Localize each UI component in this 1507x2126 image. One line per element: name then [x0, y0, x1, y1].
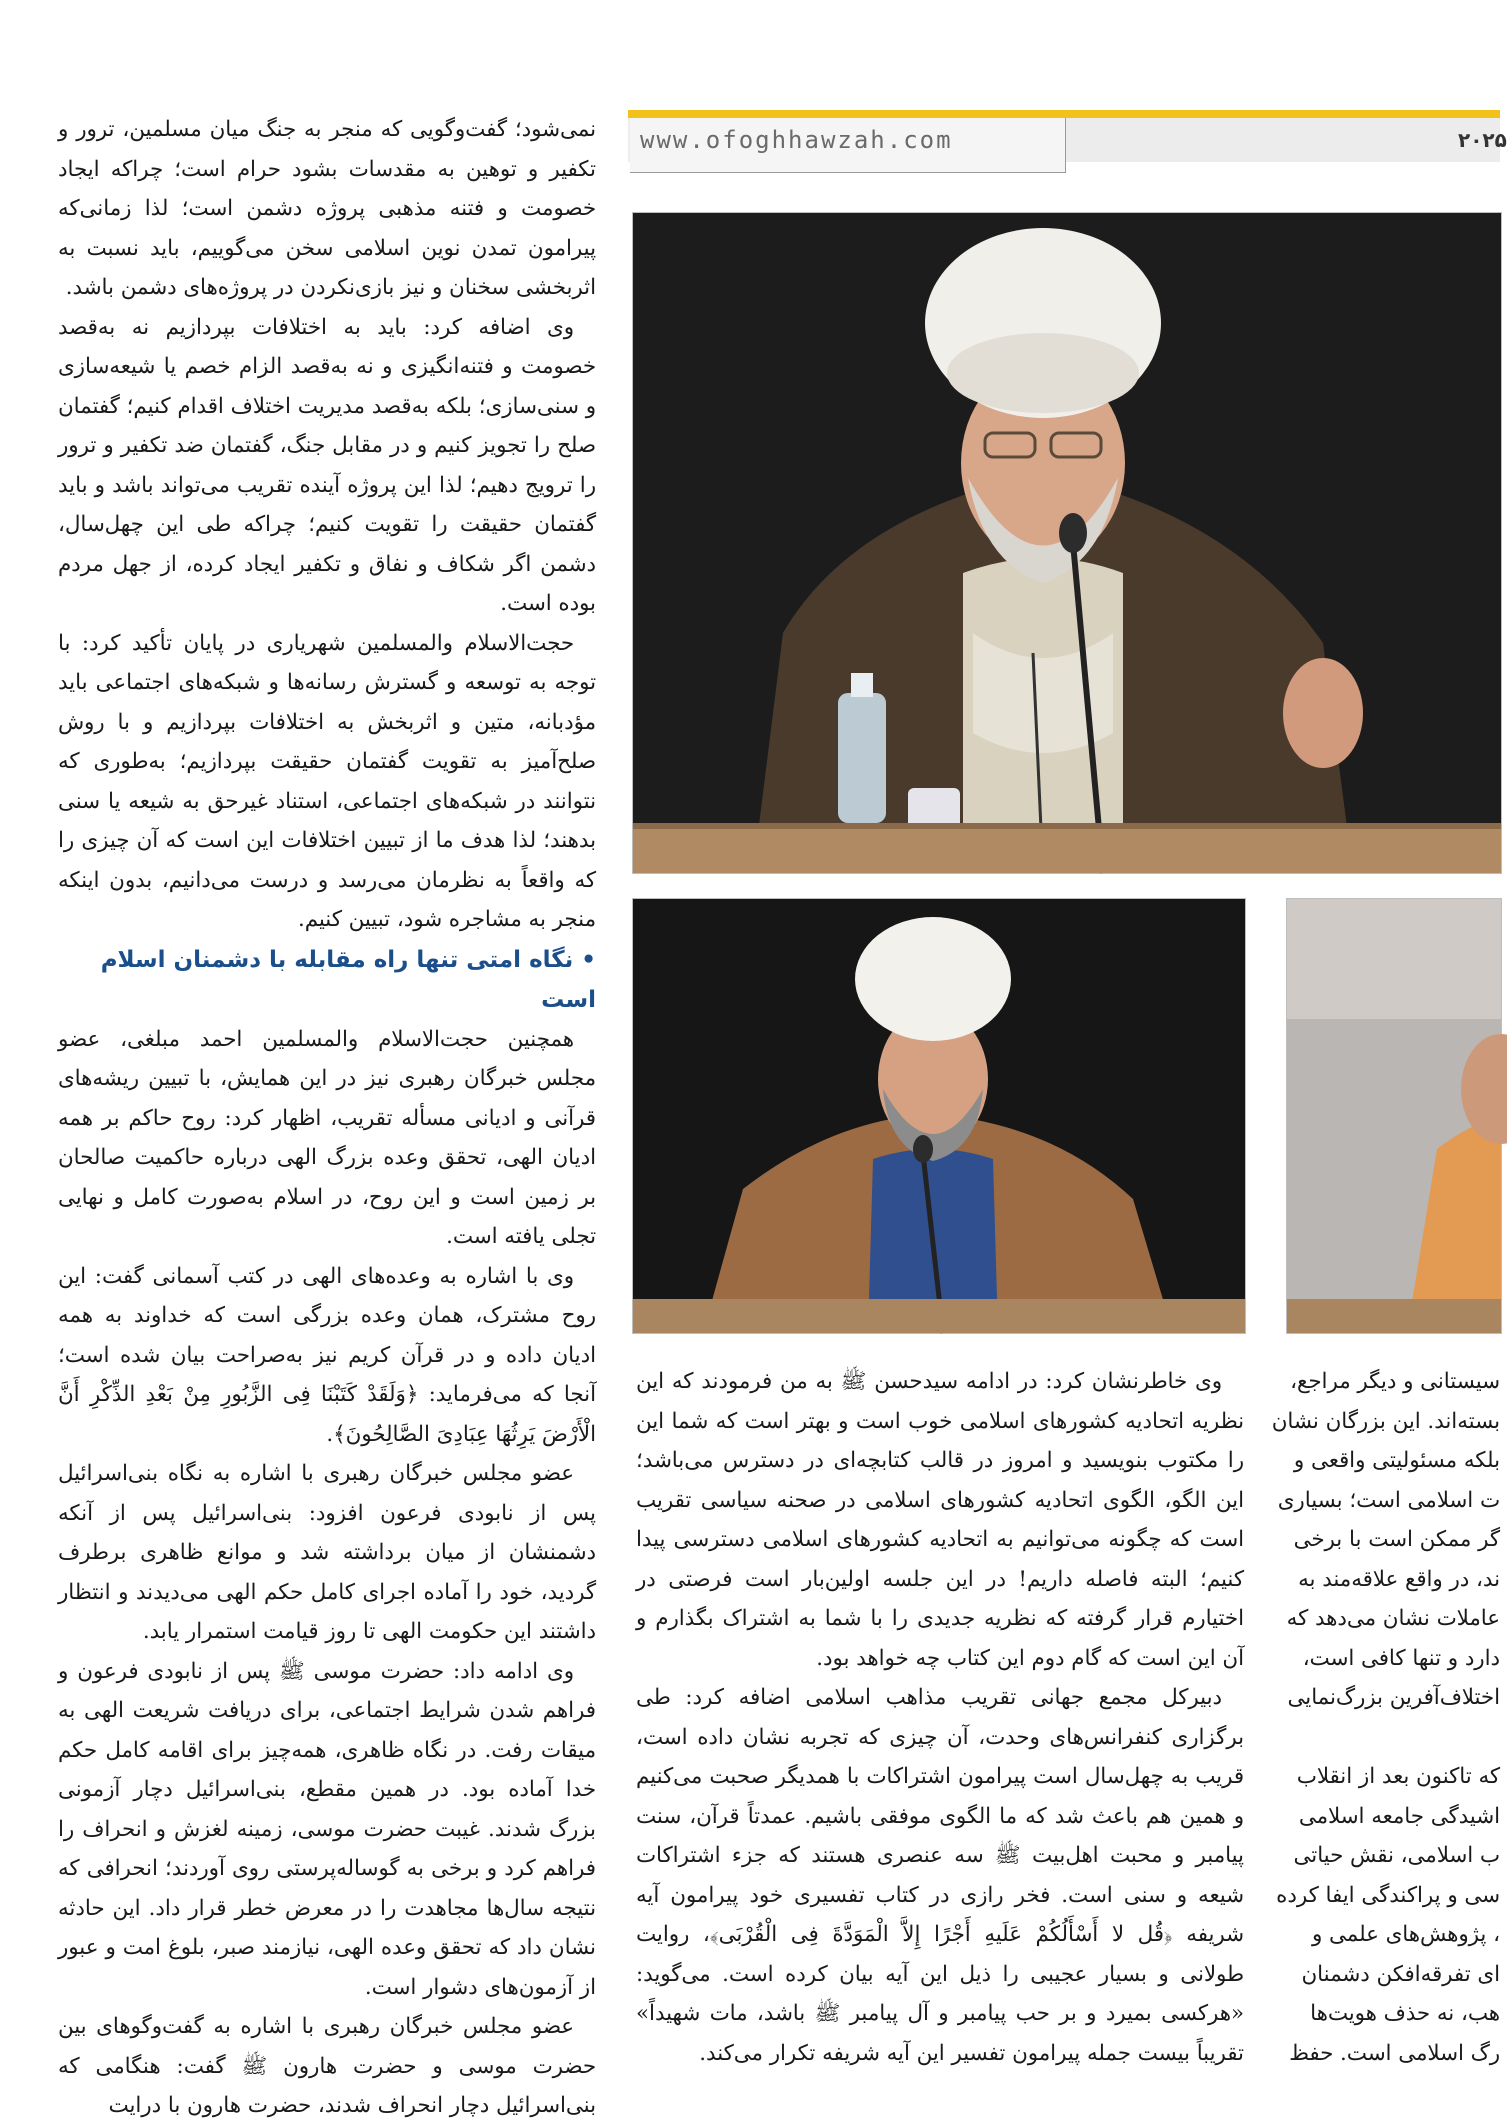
- paragraph: وی اضافه کرد: باید به اختلافات بپردازیم نه به‌قصد خصومت و فتنه‌انگیزی و نه به‌قصد الزام خصم یا شیعه‌سازی و سنی‌سازی؛ بلکه به‌قصد مدیریت اختلاف اقدام کنیم؛ گفتمان صلح را تجویز کنیم و در مقابل جنگ، گفتمان ضد تکفیر و ترور را ترویج دهیم؛ لذا این پروژه آینده تقریب می‌تواند باشد و باید گفتمان حقیقت را تقویت کنیم؛ چراکه طی این چهل‌سال، دشمن اگر شکاف و نفاق و تکفیر ایجاد کرده، از جهل مردم بوده است.: [58, 314, 596, 616]
- paragraph: وی خاطرنشان کرد: در ادامه سیدحسن ﷺ به من فرمودند که این نظریه اتحادیه کشورهای اسلامی خوب است و بهتر است که شما این را مکتوب بنویسید و امروز در قالب کتابچه‌ای در دسترس می‌باشد؛ این الگو، الگوی اتحادیه کشورهای اسلامی در صحنه سیاسی تقریب است که چگونه می‌توانیم به اتحادیه کشورهای اسلامی دسترسی پیدا کنیم؛ البته فاصله داریم! در این جلسه اولین‌بار است فرصتی در اختیارم قرار گرفته که نظریه جدیدی را با شما به اشتراک بگذارم و آن این است که گام دوم این کتاب چه خواهد بود.: [636, 1369, 1244, 1671]
- text-line: ب اسلامی، نقش حیاتی: [1293, 1843, 1500, 1868]
- left-text-column: [58, 110, 596, 2118]
- middle-text-column: [636, 1362, 1244, 2066]
- paragraph: عضو مجلس خبرگان رهبری با اشاره به گفت‌وگوهای بین حضرت موسی و حضرت هارون ﷺ گفت: هنگامی که بنی‌اسرائیل دچار انحراف شدند، حضرت هارون با درایت: [58, 2014, 596, 2118]
- website-url[interactable]: www.ofoghhawzah.com: [640, 126, 953, 154]
- text-line: که تاکنون بعد از انقلاب: [1296, 1764, 1500, 1789]
- text-line: اختلاف‌آفرین بزرگ‌نمایی: [1287, 1685, 1500, 1710]
- third-photo: [1286, 898, 1502, 1334]
- page-number: ۲۰۲۵: [1458, 128, 1507, 152]
- main-photo: [632, 212, 1502, 874]
- section-heading: • نگاه امتی تنها راه مقابله با دشمنان اسلام است: [100, 946, 596, 1013]
- header-accent-bar: [628, 110, 1500, 118]
- text-line: اشیدگی جامعه اسلامی: [1298, 1803, 1500, 1829]
- text-line: گر ممکن است با برخی: [1293, 1527, 1500, 1552]
- text-line: بسته‌اند. این بزرگان نشان: [1271, 1408, 1500, 1434]
- paragraph: همچنین حجت‌الاسلام والمسلمین احمد مبلغی، عضو مجلس خبرگان رهبری نیز در این همایش، با تبیین ریشه‌های قرآنی و ادیانی مسأله تقریب، اظهار کرد: روح حاکم بر همه ادیان الهی، تحقق وعده بزرگ الهی درباره حاکمیت صالحان بر زمین است و این روح، در اسلام به‌صورت کامل و نهایی تجلی یافته است.: [58, 1026, 596, 1249]
- text-line: ت اسلامی است؛ بسیاری: [1277, 1487, 1500, 1513]
- text-line: عاملات نشان می‌دهد که: [1286, 1606, 1500, 1631]
- text-line: ، پژوهش‌های علمی و: [1311, 1922, 1500, 1947]
- paragraph: عضو مجلس خبرگان رهبری با اشاره به نگاه بنی‌اسرائیل پس از نابودی فرعون افزود: بنی‌اسرائیل پس از آنکه دشمنشان از میان برداشته شد و موانع ظاهری برطرف گردید، خود را آماده اجرای کامل حکم الهی می‌دیدند و انتظار داشتند این حکومت الهی تا روز قیامت استمرار یابد.: [58, 1461, 596, 1644]
- right-text-column: [1271, 1362, 1500, 2066]
- second-photo: [632, 898, 1246, 1334]
- text-line: هب، نه حذف هویت‌ها: [1310, 2001, 1500, 2026]
- text-line: سی و پراکندگی ایفا کرده: [1276, 1882, 1500, 1908]
- text-line: ای تفرقه‌افکن دشمنان: [1301, 1961, 1500, 1987]
- paragraph: نمی‌شود؛ گفت‌وگویی که منجر به جنگ میان مسلمین، ترور و تکفیر و توهین به مقدسات بشود حرام است؛ چراکه ایجاد خصومت و فتنه مذهبی پروژه دشمن است؛ لذا زمانی‌که پیرامون تمدن نوین اسلامی سخن می‌گوییم، باید نسبت به اثربخشی سخنان و نیز بازی‌نکردن در پروژه‌های دشمن باشد.: [58, 117, 596, 300]
- paragraph-gap: [1286, 1718, 1500, 1758]
- text-line: بلکه مسئولیتی واقعی و: [1293, 1448, 1500, 1473]
- paragraph: وی با اشاره به وعده‌های الهی در کتب آسمانی گفت: این روح مشترک، همان وعده بزرگی است که خداوند به همه ادیان داده و در قرآن کریم نیز به‌صراحت بیان شده است؛ آنجا که می‌فرماید: ﴿وَلَقَدْ کَتَبْنَا فِی الزَّبُورِ مِنْ بَعْدِ الذِّکْرِ أَنَّ الْأَرْضَ یَرِثُهَا عِبَادِیَ الصَّالِحُونَ﴾.: [58, 1263, 596, 1447]
- paragraph: دبیرکل مجمع جهانی تقریب مذاهب اسلامی اضافه کرد: طی برگزاری کنفرانس‌های وحدت، آن چیزی که تجربه نشان داده است، قریب به چهل‌سال است پیرامون اشتراکات با همدیگر صحبت می‌کنیم و همین هم باعث شد که ما الگوی موفقی باشیم. عمدتاً قرآن، سنت پیامبر و محبت اهل‌بیت ﷺ سه عنصری هستند که جزء اشتراکات شیعه و سنی است. فخر رازی در کتاب تفسیری خود پیرامون آیه شریفه ﴿قُل لا أَسْأَلُکُمْ عَلَیهِ أَجْرًا إِلاَّ الْمَوَدَّةَ فِی الْقُرْبَی﴾، روایت طولانی و بسیار عجیبی را ذیل این آیه بیان کرده است. می‌گوید: «هرکسی بمیرد و بر حب پیامبر و آل پیامبر ﷺ باشد، مات شهیداً» تقریباً بیست جمله پیرامون تفسیر این آیه شریفه تکرار می‌کند.: [636, 1685, 1244, 2066]
- paragraph: حجت‌الاسلام والمسلمین شهریاری در پایان تأکید کرد: با توجه به توسعه و گسترش رسانه‌ها و شبکه‌های اجتماعی باید مؤدبانه، متین و اثربخش به اختلافات بپردازیم و با روش صلح‌آمیز به تقویت گفتمان حقیقت بپردازیم؛ به‌طوری که نتوانند در شبکه‌های اجتماعی، استناد غیرحق به شیعه یا سنی بدهند؛ لذا هدف ما از تبیین اختلافات این است که آن چیزی را که واقعاً به نظرمان می‌رسد و درست می‌دانیم، بدون اینکه منجر به مشاجره شود، تبیین کنیم.: [58, 630, 596, 932]
- text-line: ند، در واقع علاقه‌مند به: [1298, 1566, 1500, 1592]
- text-line: سیستانی و دیگر مراجع،: [1290, 1369, 1500, 1394]
- paragraph: وی ادامه داد: حضرت موسی ﷺ پس از نابودی فرعون و فراهم شدن شرایط اجتماعی، برای دریافت شریعت الهی به میقات رفت. در نگاه ظاهری، همه‌چیز برای اقامه کامل حکم خدا آماده بود. در همین مقطع، بنی‌اسرائیل دچار آزمونی بزرگ شدند. غیبت حضرت موسی، زمینه لغزش و انحراف را فراهم کرد و برخی به گوساله‌پرستی روی آوردند؛ انحرافی که نتیجه سال‌ها مجاهدت را در معرض خطر قرار داد. این حادثه نشان داد که تحقق وعده الهی، نیازمند صبر، بلوغ امت و عبور از آزمون‌های دشوار است.: [58, 1658, 596, 2000]
- text-line: دارد و تنها کافی است،: [1302, 1645, 1500, 1671]
- text-line: رگ اسلامی است. حفظ: [1289, 2040, 1500, 2066]
